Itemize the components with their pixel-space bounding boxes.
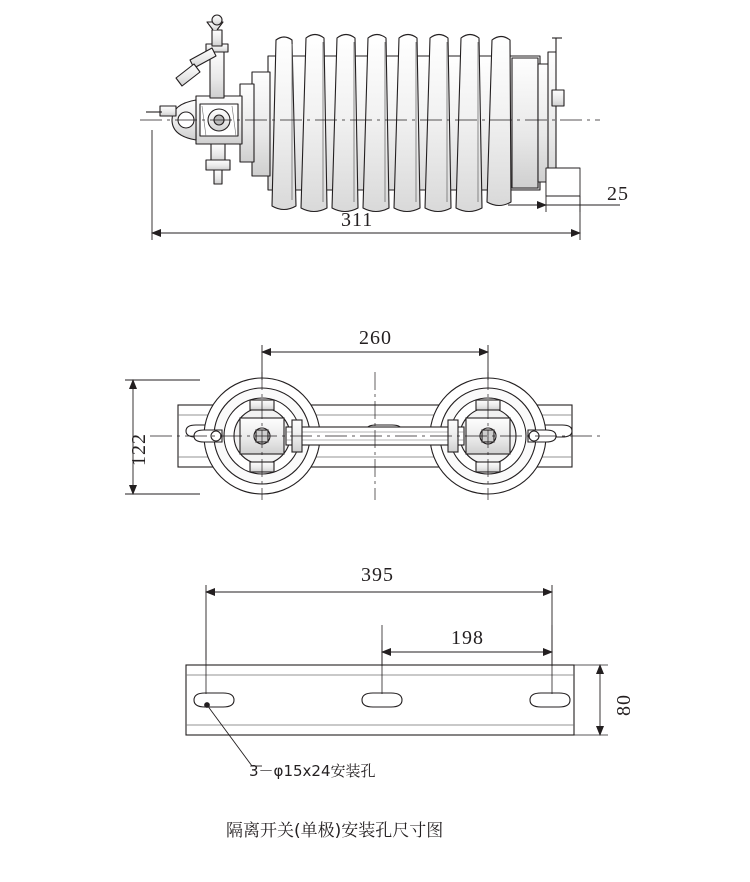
dimension-label-122: 122 [128, 433, 150, 466]
left-core-flange [240, 72, 270, 176]
dimension-label-80: 80 [613, 694, 635, 716]
dimension-label-25: 25 [607, 183, 629, 205]
contact-mechanism-assembly [146, 15, 242, 184]
dimension-label-198: 198 [451, 627, 484, 649]
mounting-plate-view [186, 585, 608, 766]
side-elevation-view [140, 15, 620, 240]
dimension-label-395: 395 [361, 564, 394, 586]
mounting-hole-note: 3－φ15x24安装孔 [249, 762, 376, 780]
dimension-label-311: 311 [341, 209, 374, 231]
dimension-label-260: 260 [359, 327, 392, 349]
top-plan-view [125, 345, 600, 500]
insulator-body [268, 35, 540, 212]
drawing-caption: 隔离开关(单极)安装孔尺寸图 [226, 821, 444, 841]
dimension-395 [206, 585, 552, 660]
